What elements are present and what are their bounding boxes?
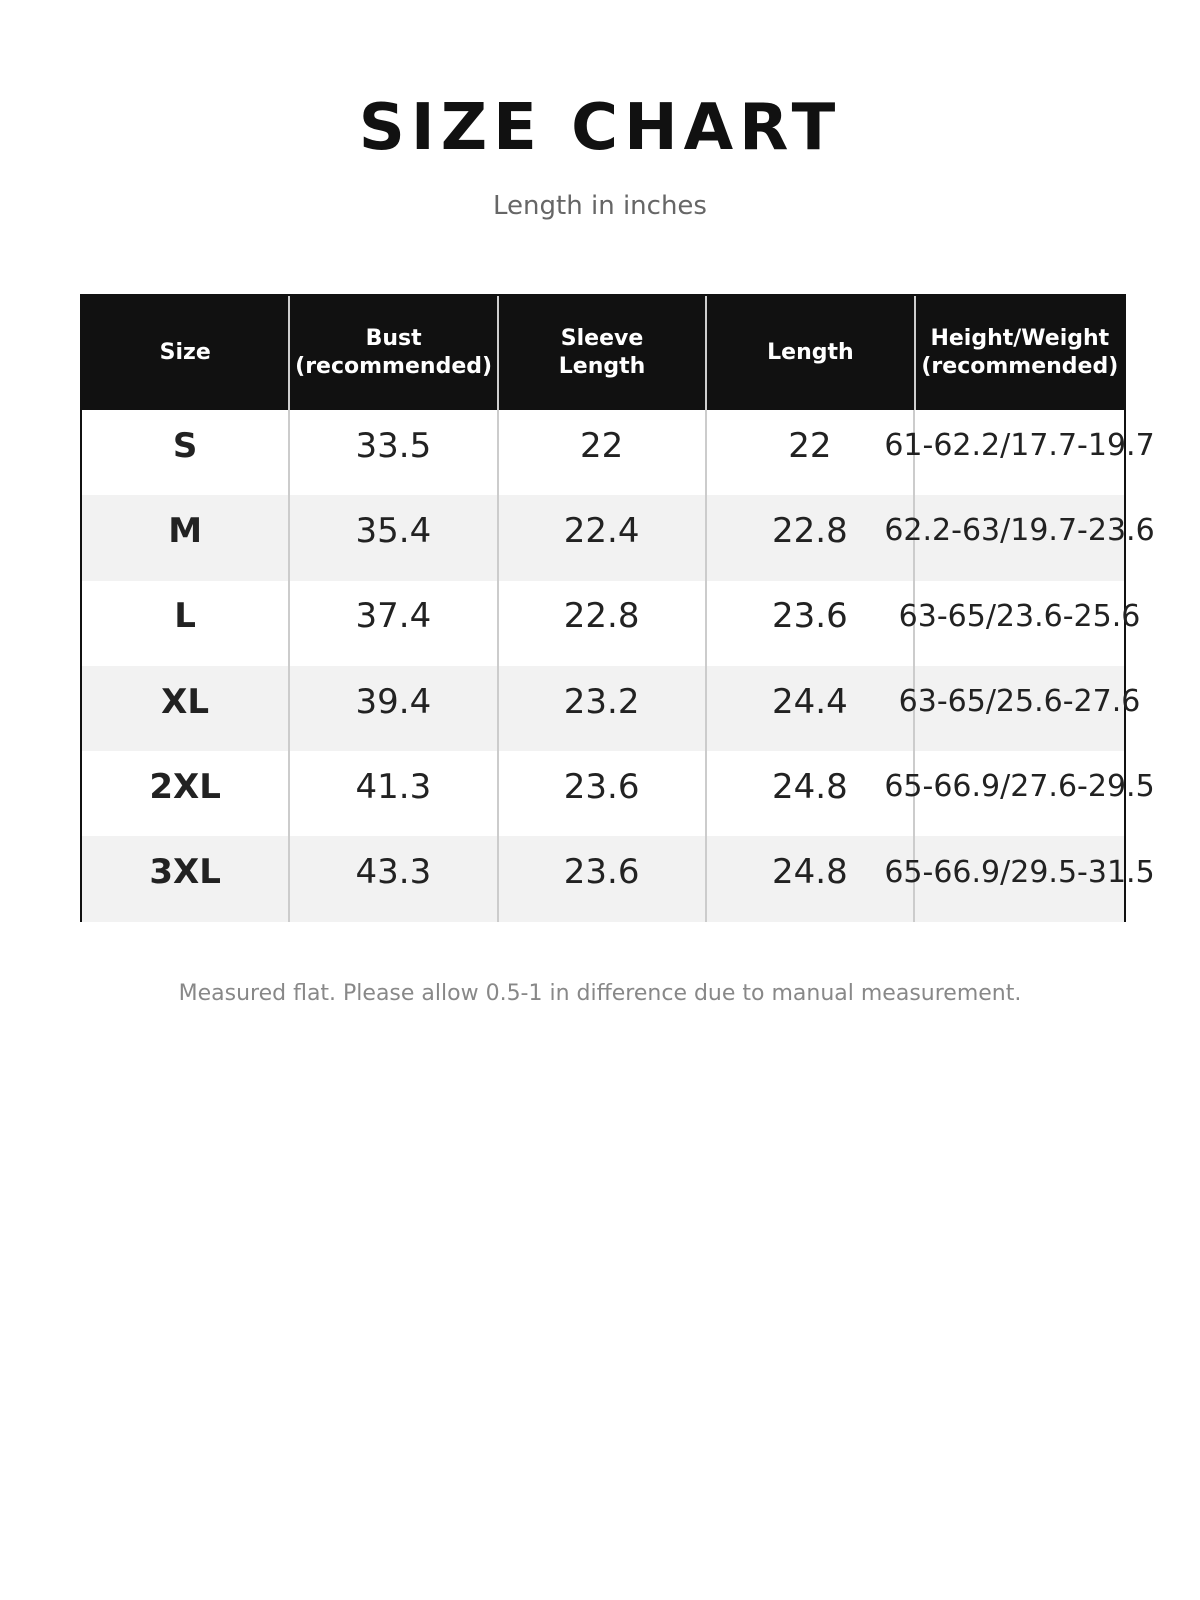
bust-cell: 35.4 [290, 495, 498, 580]
table-row [82, 751, 1155, 836]
height-weight-cell: 65-66.9/27.6-29.5 [884, 769, 1155, 805]
header-bust: Bust (recommended) [290, 296, 498, 410]
header-length: Length [707, 296, 915, 410]
height-weight-cell: 61-62.2/17.7-19.7 [884, 428, 1155, 464]
size-cell: L [82, 581, 290, 666]
bust-cell: 39.4 [290, 666, 498, 751]
sleeve-length-cell: 22.4 [499, 495, 707, 580]
sleeve-length-cell: 23.6 [499, 751, 707, 836]
size-cell: XL [82, 666, 290, 751]
bust-cell: 33.5 [290, 410, 498, 495]
length-cell: 24.8 [707, 836, 915, 921]
bust-cell: 41.3 [290, 751, 498, 836]
header-sleeve-length: Sleeve Length [499, 296, 707, 410]
size-chart-table [80, 294, 1155, 922]
height-weight-cell: 62.2-63/19.7-23.6 [884, 513, 1155, 549]
table-row [82, 495, 1155, 580]
height-weight-cell: 65-66.9/29.5-31.5 [884, 854, 1155, 890]
bust-cell: 37.4 [290, 581, 498, 666]
table-row [82, 666, 1141, 751]
sleeve-length-cell: 22 [499, 410, 707, 495]
size-cell: 3XL [82, 836, 290, 921]
page-subtitle: Length in inches [493, 191, 707, 221]
header-height-weight: Height/Weight (recommended) [921, 326, 1119, 379]
table-row [82, 836, 1155, 921]
length-cell: 22 [707, 410, 915, 495]
sleeve-length-cell: 22.8 [499, 581, 707, 666]
size-cell: S [82, 410, 290, 495]
measurement-footnote: Measured flat. Please allow 0.5-1 in difference due to manual measurement. [178, 981, 1022, 1006]
sleeve-length-cell: 23.6 [499, 836, 707, 921]
sleeve-length-cell: 23.2 [499, 666, 707, 751]
bust-cell: 43.3 [290, 836, 498, 921]
length-cell: 24.8 [707, 751, 915, 836]
height-weight-cell: 63-65/23.6-25.6 [898, 598, 1141, 634]
length-cell: 24.4 [707, 666, 915, 751]
table-row [82, 581, 1141, 666]
size-cell: M [82, 495, 290, 580]
table-header-row [82, 296, 1124, 410]
page-title: SIZE CHART [358, 91, 842, 165]
length-cell: 23.6 [707, 581, 915, 666]
size-cell: 2XL [82, 751, 290, 836]
table-row [82, 410, 1155, 495]
height-weight-cell: 63-65/25.6-27.6 [898, 684, 1141, 720]
length-cell: 22.8 [707, 495, 915, 580]
header-size: Size [82, 296, 290, 410]
